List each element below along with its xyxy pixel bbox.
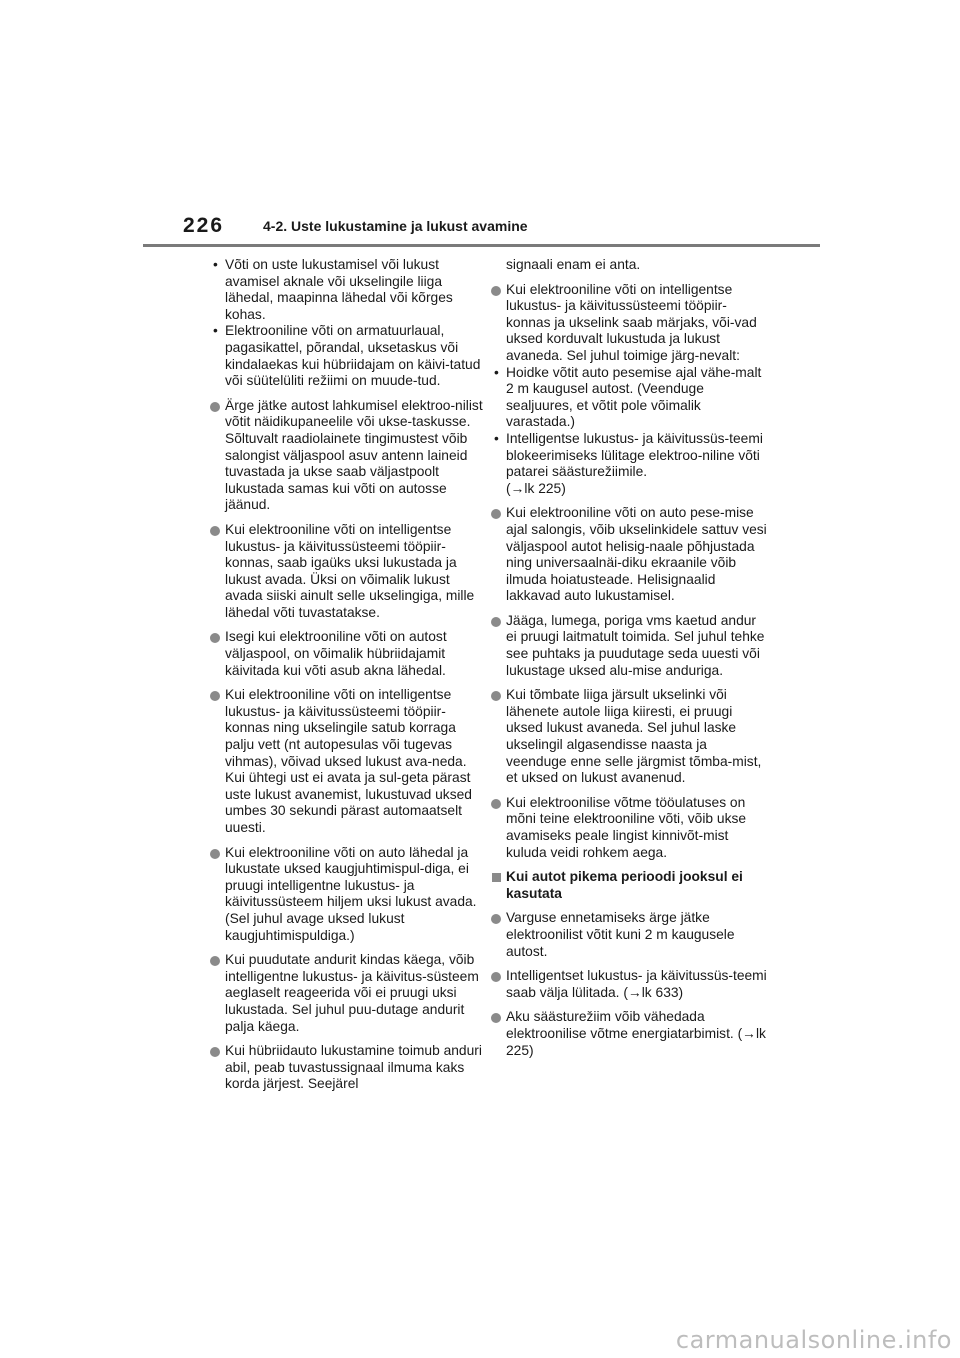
continued-text: signaali enam ei anta. [506, 257, 641, 272]
circle-bullet-icon [491, 617, 501, 627]
circle-bullet-icon [491, 914, 501, 924]
circle-bullet-icon [491, 286, 501, 296]
circle-bullet-icon [210, 956, 220, 966]
right-column [491, 257, 767, 1059]
list-item: • Elektrooniline võti on armatuurlaual, pagasikattel, põrandal, uksetaskus või kindalaekas kui hübriidajam on käivi-tatud või süütelüliti režiimi on muude-tud. [213, 323, 481, 389]
list-item: • Intelligentse lukustus- ja käivitussüs-teemi blokeerimiseks lülitage elektroo-niline võti patarei säästurežiimile. (→lk 225) [494, 430, 763, 496]
square-bullet-icon [492, 873, 501, 882]
circle-bullet-icon [491, 799, 501, 809]
circle-bullet-icon [210, 691, 220, 701]
page-number: 226 [183, 214, 225, 237]
subheading: Kui autot pikema perioodi jooksul ei kasutata [491, 869, 767, 902]
paragraph: Ärge jätke autost lahkumisel elektroo-nilist võtit näidikupaneelile või ukse-taskusse. Sõltuvalt raadiolainete tingimustest võib salongist väljaspool asuv antenn laineid tuvastada ja ukse saab väljastpoolt lukustada samas kui võti on autosse jäänud. [210, 398, 486, 514]
left-column [210, 257, 486, 1093]
dot-bullet-icon: • [494, 364, 499, 380]
paragraph: Aku säästurežiim võib vähedada elektroonilise võtme energiatarbimist. (→lk 225) [491, 1009, 767, 1059]
paragraph: Kui elektrooniline võti on intelligentse lukustus- ja käivitussüsteemi tööpiir-konnas ning ukselingile satub korraga palju vett (nt autopesulas või tugevas vihmas), võivad uksed lukust ava-neda. Kui ühtegi ust ei avata ja sul-geta pärast uste lukust avanemist, lukustuvad uksed umbes 30 sekundi pärast automaatselt uuesti. [210, 687, 486, 836]
circle-bullet-icon [491, 972, 501, 982]
dot-bullet-icon: • [494, 430, 499, 446]
paragraph: Isegi kui elektrooniline võti on autost väljaspool, on võimalik hübriidajamit käivitada kui võti asub akna lähedal. [210, 629, 486, 679]
paragraph: Kui puudutate andurit kindas käega, võib intelligentne lukustus- ja käivitus-süsteem aeglaselt reageerida või ei pruugi uksi lukustada. Sel juhul puu-dutage andurit palja käega. [210, 952, 486, 1035]
paragraph: Kui elektrooniline võti on intelligentse lukustus- ja käivitussüsteemi tööpiir-konnas ja ukselink saab märjaks, või-vad uksed korduvalt lukustuda ja lukust avaneda. Sel juhul toimige järg-nevalt: [491, 282, 767, 365]
circle-bullet-icon [210, 526, 220, 536]
dot-bullet-icon: • [213, 257, 218, 272]
dot-bullet-icon: • [213, 323, 218, 339]
list-item: • Hoidke võtit auto pesemise ajal vähe-malt 2 m kaugusel autost. (Veenduge sealjuures, et võtit pole võimalik varastada.) [494, 364, 762, 430]
paragraph: Intelligentset lukustus- ja käivitussüs-teemi saab välja lülitada. (→lk 633) [491, 968, 767, 1001]
circle-bullet-icon [491, 691, 501, 701]
paragraph: Kui hübriidauto lukustamine toimub anduri abil, peab tuvastussignaal ilmuma kaks korda järjest. Seejärel [210, 1043, 486, 1093]
circle-bullet-icon [491, 1013, 501, 1023]
list-item: • Võti on uste lukustamisel või lukust avamisel aknale või ukselingile liiga lähedal, maapinna lähedal või kõrges kohas. [213, 257, 453, 322]
paragraph: Kui elektrooniline võti on intelligentse lukustus- ja käivitussüsteemi tööpiir-konnas, saab igaüks uksi lukustada ja lukust avada. Üksi on võimalik lukust avada siiski ainult selle ukselingiga, mille lähedal võti tuvastatakse. [210, 522, 486, 622]
paragraph: Kui elektrooniline võti on auto lähedal ja lukustate uksed kaugjuhtimispul-diga, ei pruugi intelligentne lukustus- ja käivitussüsteem hiljem uksi lukust avada. (Sel juhul avage uksed lukust kaugjuhtimispuldiga.) [210, 845, 486, 945]
circle-bullet-icon [210, 633, 220, 643]
paragraph: Kui elektrooniline võti on auto pese-mise ajal salongis, võib ukselinkidele sattuv vesi väljaspool autot helisig-naale põhjustada ning universaalnäi-diku ekraanile võib ilmuda hoiatusteade. Helisignaalid lakkavad auto lukustamisel. [491, 505, 767, 605]
paragraph: Kui tõmbate liiga järsult ukselinki või lähenete autole liiga kiiresti, ei pruugi uksed lukust avaneda. Sel juhul laske ukselingil algasendisse naasta ja veenduge enne selle järgmist tõmba-mist, et uksed on lukust avanenud. [491, 687, 767, 787]
circle-bullet-icon [210, 849, 220, 859]
paragraph: Kui elektroonilise võtme tööulatuses on mõni teine elektrooniline võti, võib ukse avamiseks peale lingist kinnivõt-mist kuluda veidi rohkem aega. [491, 795, 767, 861]
watermark[interactable]: carmanualsonline.info [675, 1326, 952, 1354]
circle-bullet-icon [210, 1047, 220, 1057]
paragraph: Jääga, lumega, poriga vms kaetud andur ei pruugi laitmatult toimida. Sel juhul tehke see puhtaks ja puudutage seda uuesti või lukustage uksed alu-mise anduriga. [491, 613, 767, 679]
page-reference[interactable]: (→lk 225) [506, 480, 566, 496]
section-title: 4-2. Uste lukustamine ja lukust avamine [263, 218, 528, 234]
paragraph: Varguse ennetamiseks ärge jätke elektroonilist võtit kuni 2 m kaugusele autost. [491, 910, 767, 960]
circle-bullet-icon [491, 509, 501, 519]
circle-bullet-icon [210, 402, 220, 412]
header-rule [143, 244, 820, 247]
